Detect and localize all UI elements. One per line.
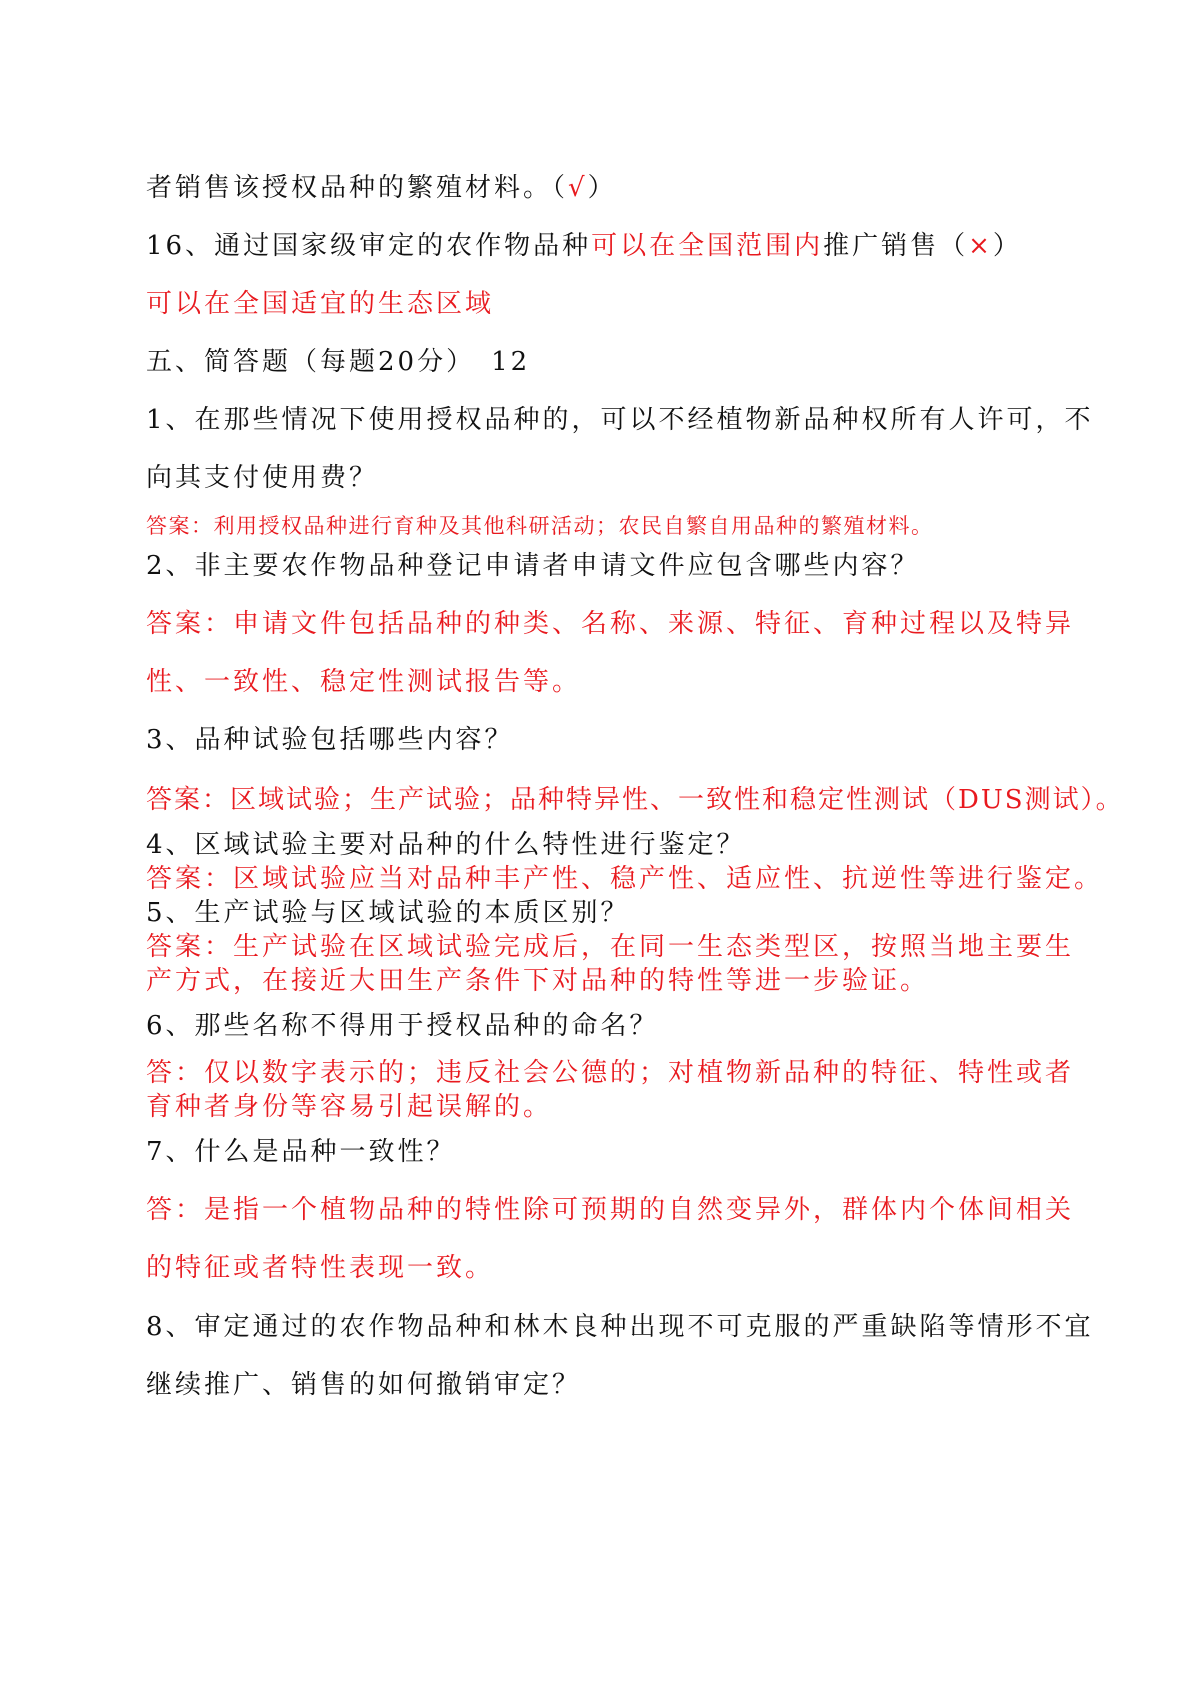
correction-note: 可以在全国适宜的生态区域	[146, 289, 495, 319]
question-5: 5、生产试验与区域试验的本质区别？	[146, 898, 630, 928]
answer-6-line-1: 答：仅以数字表示的；违反社会公德的；对植物新品种的特征、特性或者	[146, 1058, 1075, 1088]
answer-4: 答案：区域试验应当对品种丰产性、稳产性、适应性、抗逆性等进行鉴定。	[146, 864, 1104, 894]
text: 推广销售（	[823, 231, 969, 261]
answer-5-line-1: 答案：生产试验在区域试验完成后，在同一生态类型区，按照当地主要生	[146, 932, 1075, 962]
text: 者销售该授权品种的繁殖材料。（	[146, 173, 569, 203]
answer-7-line-2: 的特征或者特性表现一致。	[146, 1253, 495, 1283]
question-8-line-1: 8、审定通过的农作物品种和林木良种出现不可克服的严重缺陷等情形不宜	[146, 1312, 1094, 1342]
text: ）	[587, 173, 617, 203]
question-1-line-1: 1、在那些情况下使用授权品种的，可以不经植物新品种权所有人许可，不	[146, 405, 1094, 435]
section-heading: 五、简答题（每题20分） 12	[146, 347, 531, 377]
question-1-line-2: 向其支付使用费？	[146, 463, 379, 493]
true-mark: √	[568, 173, 588, 203]
question-6: 6、那些名称不得用于授权品种的命名？	[146, 1011, 659, 1041]
answer-3: 答案：区域试验；生产试验；品种特异性、一致性和稳定性测试（DUS测试）。	[146, 785, 1124, 815]
answer-5-line-2: 产方式，在接近大田生产条件下对品种的特性等进一步验证。	[146, 966, 930, 996]
paragraph-continuation	[146, 172, 617, 204]
false-mark: ×	[968, 231, 993, 261]
question-4: 4、区域试验主要对品种的什么特性进行鉴定？	[146, 830, 746, 860]
answer-2-line-1: 答案：申请文件包括品种的种类、名称、来源、特征、育种过程以及特异	[146, 609, 1075, 639]
answer-2-line-2: 性、一致性、稳定性测试报告等。	[146, 667, 582, 697]
question-3: 3、品种试验包括哪些内容？	[146, 725, 514, 755]
question-8-line-2: 继续推广、销售的如何撤销审定？	[146, 1370, 582, 1400]
question-7: 7、什么是品种一致性？	[146, 1137, 456, 1167]
text: 16、通过国家级审定的农作物品种	[146, 231, 592, 261]
answer-7-line-1: 答：是指一个植物品种的特性除可预期的自然变异外，群体内个体间相关	[146, 1195, 1075, 1225]
highlighted-phrase: 可以在全国范围内	[591, 231, 824, 261]
judgement-item-16	[146, 230, 1022, 262]
answer-1: 答案：利用授权品种进行育种及其他科研活动；农民自繁自用品种的繁殖材料。	[146, 514, 934, 538]
text: ）	[992, 231, 1022, 261]
question-2: 2、非主要农作物品种登记申请者申请文件应包含哪些内容？	[146, 551, 920, 581]
answer-6-line-2: 育种者身份等容易引起误解的。	[146, 1092, 553, 1122]
